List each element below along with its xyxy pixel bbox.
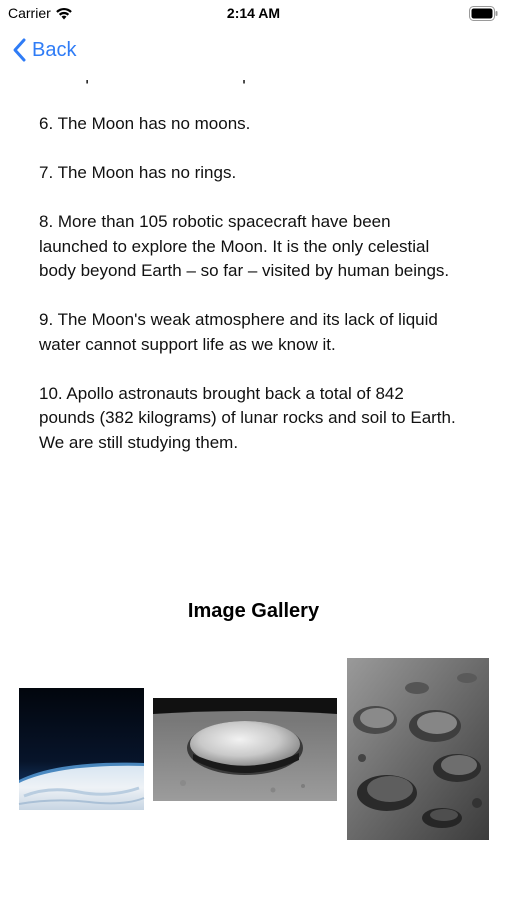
gallery-title: Image Gallery xyxy=(187,600,320,622)
fact-paragraph: 9. The Moon's weak atmosphere and its lack of liquid water cannot support life as we know it. xyxy=(39,310,438,354)
gallery-image-crater[interactable] xyxy=(153,698,337,801)
fact-paragraph: 8. More than 105 robotic spacecraft have been launched to explore the Moon. It is the only celestial body beyond Earth – so far – visited by human beings. xyxy=(39,212,450,280)
navigation-bar xyxy=(0,28,507,80)
carrier-label: Carrier xyxy=(8,5,51,21)
fact-paragraph: 6. The Moon has no moons. xyxy=(39,114,251,133)
status-time: 2:14 AM xyxy=(226,5,281,21)
facts-text xyxy=(39,63,459,480)
lunar-surface-image xyxy=(347,658,489,840)
back-button[interactable] xyxy=(12,38,76,62)
fact-paragraph: 10. Apollo astronauts brought back a total of 842 pounds (382 kilograms) of lunar rocks and soil to Earth. We are still studying them. xyxy=(39,383,456,452)
crater-image xyxy=(153,698,337,801)
scroll-view[interactable] xyxy=(0,80,507,900)
battery-icon xyxy=(469,6,498,21)
fact-paragraph: 7. The Moon has no rings. xyxy=(39,163,237,182)
earth-horizon-image xyxy=(19,688,144,810)
chevron-left-icon xyxy=(12,38,26,62)
gallery-image-earth[interactable] xyxy=(19,688,144,810)
status-bar xyxy=(0,0,507,28)
back-label: Back xyxy=(32,38,77,61)
gallery-image-lunar-surface[interactable] xyxy=(347,658,489,840)
